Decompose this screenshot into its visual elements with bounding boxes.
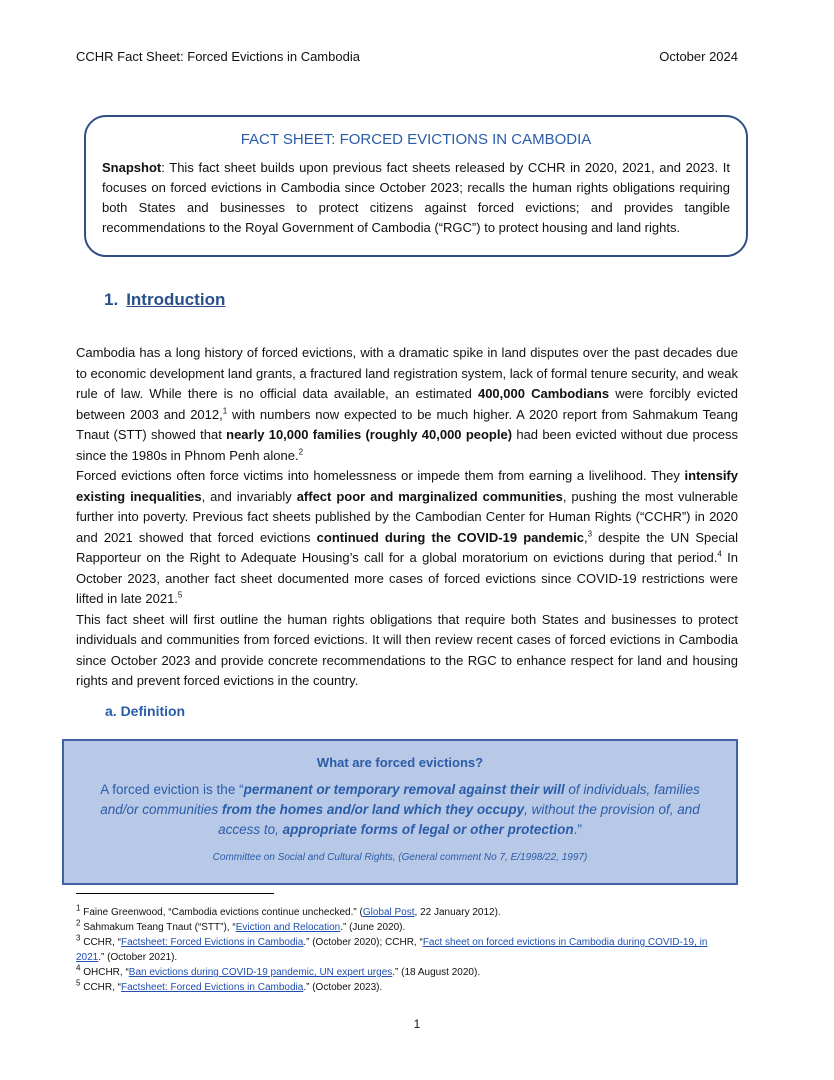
snapshot-body: : This fact sheet builds upon previous fact sheets released by CCHR in 2020, 2021, and 2023. It focuses on forced evictions in Cambodia since October 2023; recalls the human rights obligations requiring both States and businesses to protect citizens against forced evictions; and provides tangible recommendations to the Royal Government of Cambodia (“RGC”) to protect housing and land rights. bbox=[102, 160, 730, 235]
text-run: were forcibly evicted between 2003 and 2012, bbox=[76, 386, 738, 422]
text-run: Forced evictions often force victims into homelessness or impede them from earning a livelihood. They bbox=[76, 468, 685, 483]
section-heading-introduction bbox=[104, 290, 225, 310]
footnote-ref-3[interactable]: 3 bbox=[587, 529, 593, 539]
header-title: CCHR Fact Sheet: Forced Evictions in Cambodia bbox=[76, 49, 360, 64]
definition-box bbox=[62, 739, 738, 885]
definition-text bbox=[84, 780, 716, 840]
footnote-number: 5 bbox=[76, 978, 81, 988]
text-run: Faine Greenwood, “Cambodia evictions continue unchecked.” ( bbox=[80, 907, 363, 918]
footnote-ref-2[interactable]: 2 bbox=[298, 447, 304, 457]
footnote-ref-5[interactable]: 5 bbox=[177, 590, 183, 600]
intro-paragraph-3: This fact sheet will first outline the human rights obligations that require both States and businesses to protect individuals and communities from forced evictions. It will then review recent cases of forced evictions in Cambodia since October 2023 and provide concrete recommendations to the RGC to enhance respect for land and housing rights and prevent forced evictions in the country. bbox=[76, 611, 738, 688]
header-date: October 2024 bbox=[659, 49, 738, 64]
footnote-ref-1[interactable]: 1 bbox=[222, 406, 228, 416]
text-run: CCHR, “ bbox=[80, 982, 122, 993]
fact-sheet-title: FACT SHEET: FORCED EVICTIONS IN CAMBODIA bbox=[240, 131, 592, 148]
bold-run: nearly 10,000 families (roughly 40,000 people) bbox=[226, 427, 513, 442]
footnote-4 bbox=[76, 965, 736, 980]
text-run: A forced eviction is the “ bbox=[100, 782, 244, 797]
page-number: 1 bbox=[413, 1017, 421, 1031]
bold-italic-run: appropriate forms of legal or other protection bbox=[282, 822, 574, 837]
bold-run: 400,000 Cambodians bbox=[477, 386, 610, 401]
italic-run: of individuals, families and/or communities bbox=[100, 782, 700, 817]
snapshot-label: Snapshot bbox=[102, 160, 162, 175]
footnote-link[interactable]: Global Post bbox=[362, 907, 415, 918]
text-run: despite the UN Special Rapporteur on the Right to Adequate Housing’s call for a global moratorium on evictions during that period. bbox=[76, 529, 738, 565]
footnote-ref-4[interactable]: 4 bbox=[717, 549, 722, 559]
footnote-number: 1 bbox=[76, 903, 81, 913]
italic-run: , without the provision of, and access to, bbox=[218, 802, 700, 837]
footnote-2 bbox=[76, 920, 736, 935]
footnote-link[interactable]: Fact sheet on forced evictions in Cambodia during COVID-19, in 2021 bbox=[76, 937, 708, 963]
footnote-divider bbox=[76, 893, 274, 894]
bold-run: continued during the COVID-19 pandemic bbox=[316, 529, 584, 545]
text-run: had been evicted without due process since the 1980s in Phnom Penh alone. bbox=[76, 427, 738, 463]
footnote-1 bbox=[76, 905, 736, 920]
text-run: OHCHR, “ bbox=[80, 967, 129, 978]
footnote-link[interactable]: Factsheet: Forced Evictions in Cambodia bbox=[121, 982, 304, 993]
text-run: .” (October 2020); CCHR, “ bbox=[303, 937, 423, 948]
footnote-5 bbox=[76, 980, 736, 995]
text-run: .” bbox=[573, 822, 582, 837]
footnote-3 bbox=[76, 935, 736, 965]
introduction-body bbox=[76, 343, 738, 692]
text-run: , 22 January 2012). bbox=[414, 907, 501, 918]
text-run: .” (18 August 2020). bbox=[392, 967, 481, 978]
text-run: , and invariably bbox=[201, 488, 297, 504]
text-run: .” (June 2020). bbox=[340, 922, 406, 933]
text-run: CCHR, “ bbox=[80, 937, 122, 948]
intro-paragraph-2 bbox=[76, 466, 738, 610]
text-run: , bbox=[583, 529, 588, 545]
section-title: Introduction bbox=[126, 290, 226, 309]
text-run: Sahmakum Teang Tnaut (“STT”), “ bbox=[80, 922, 236, 933]
definition-source: Committee on Social and Cultural Rights, (General comment No 7, E/1998/22, 1997) bbox=[212, 852, 588, 863]
footnote-number: 3 bbox=[76, 933, 81, 943]
text-run: In October 2023, another fact sheet documented more cases of forced evictions since COVID-19 restrictions were lifted in late 2021. bbox=[76, 550, 738, 606]
footnotes bbox=[76, 905, 736, 995]
text-run: Cambodia has a long history of forced evictions, with a dramatic spike in land disputes over the past decades due to economic development land grants, a fractured land registration system, lack of formal tenure security, and weak rule of law. While there is no official data available, an estimated bbox=[76, 345, 738, 401]
page-header bbox=[76, 49, 738, 64]
footnote-link[interactable]: Ban evictions during COVID-19 pandemic, UN expert urges bbox=[128, 967, 393, 978]
footnote-link[interactable]: Eviction and Relocation bbox=[235, 922, 341, 933]
text-run: .” (October 2021). bbox=[98, 952, 178, 963]
text-run: , pushing the most vulnerable further into poverty. Previous fact sheets published by the Cambodian Center for Human Rights (“CCHR”) in 2020 and 2021 showed that forced evictions bbox=[76, 488, 738, 545]
intro-paragraph-1 bbox=[76, 343, 738, 466]
section-number: 1. bbox=[104, 290, 119, 309]
bold-run: intensify existing inequalities bbox=[76, 468, 738, 504]
text-run: with numbers now expected to be much higher. A 2020 report from Sahmakum Teang Tnaut (STT) showed that bbox=[76, 406, 738, 442]
bold-run: affect poor and marginalized communities bbox=[296, 488, 563, 504]
bold-italic-run: permanent or temporary removal against their will bbox=[243, 782, 565, 797]
snapshot-text bbox=[102, 158, 730, 238]
footnote-link[interactable]: Factsheet: Forced Evictions in Cambodia bbox=[121, 937, 304, 948]
subheading-definition: a. Definition bbox=[105, 703, 186, 719]
text-run: .” (October 2023). bbox=[303, 982, 383, 993]
footnote-number: 2 bbox=[76, 918, 81, 928]
footnote-number: 4 bbox=[76, 963, 81, 973]
definition-question: What are forced evictions? bbox=[316, 755, 484, 770]
bold-italic-run: from the homes and/or land which they occupy bbox=[221, 802, 525, 817]
snapshot-box bbox=[84, 115, 748, 257]
